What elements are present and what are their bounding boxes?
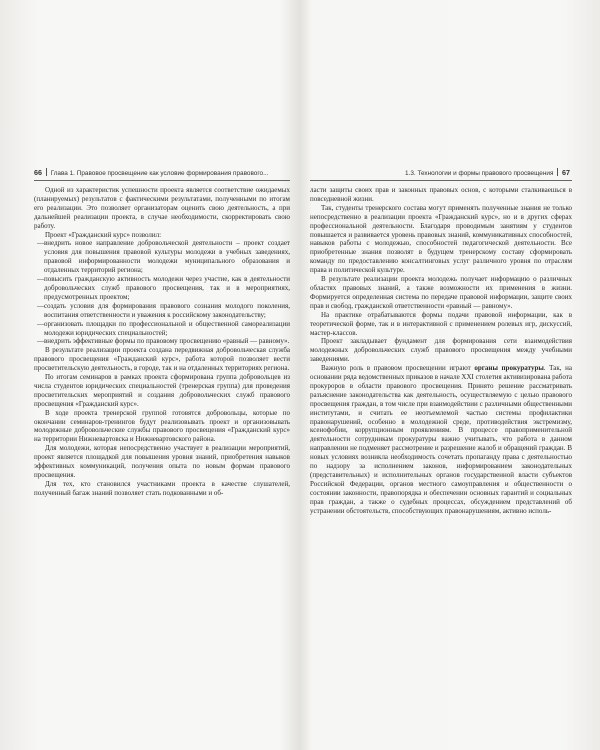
- left-page-number: 66: [34, 168, 42, 177]
- right-running-head: 1.3. Технологии и формы правового просвещения: [405, 170, 554, 177]
- header-separator: [46, 168, 47, 176]
- paragraph: Для тех, кто становился участниками проекта в качестве слушателей, полученный багаж знаний позволяет стать подкованными и об-: [34, 479, 290, 497]
- paragraph-lead: Важную роль в правовом просвещении играют: [321, 364, 475, 373]
- list-item: —организовать площадки по профессиональной и общественной самореализации молодежи юридических специальностей;: [37, 319, 290, 337]
- paragraph-body: . Так, на основании ряда ведомственных приказов в начале XXI столетия активизирована работа прокуроров в области правового просвещения. Принято решение рассматривать разъяснение законодательства как деятельность, осуществляемую с целью правового просвещения граждан, в том числе при взаимодействии с различными общественными институтами, и считать ее неотъемлемой частью системы профилактики правонарушений, особенно в молодежной среде, противодействия экстремизму, ксенофобии, коррупционным проявлениям. В процессе правоприменительной деятельности сотрудникам прокуратуры важно учитывать, что работа в данном направлении не подменяет рассмотрение и разрешение жалоб и обращений граждан. В новых условиях возникла необходимость сочетать пропаганду права с деятельностью по надзору за исполнением законов, информированием законодательных (представительных) и исполнительных органов государственной власти субъектов Российской Федерации, органов местного самоуправления и общественности о состоянии законности, правопорядка и обеспечении основных гарантий и социальных прав граждан, а также о судебных процессах, обсуждением представлений об устранении обстоятельств, способствующих правонарушениям, активно исполь-: [310, 364, 573, 515]
- left-body-text: [34, 186, 290, 498]
- list-item: —создать условия для формирования правового сознания молодого поколения, воспитания ответственности и уважения к российскому законодательству;: [37, 301, 290, 319]
- right-page-number: 67: [562, 168, 570, 177]
- right-page: [300, 0, 600, 750]
- right-header-rule: [310, 180, 572, 181]
- left-header-rule: [34, 180, 290, 181]
- paragraph: В ходе проекта тренерской группой готовятся добровольцы, которые по окончании семинаров-тренингов будут реализовывать проект и организовывать молодежные добровольческие службы правового просвещения «Гражданский курс» на территории Нижневартовска и Нижневартовского района.: [34, 408, 290, 444]
- bold-term: органы прокуратуры: [474, 364, 544, 373]
- paragraph: На практике отрабатываются формы подачи правовой информации, как в теоретической форме, так и в интерактивной с применением ролевых игр, дискуссий, мастер-классов.: [310, 310, 572, 337]
- paragraph: Для молодежи, которая непосредственно участвует в реализации мероприятий, проект является площадкой для повышения уровня знаний, приобретения навыков эффективных коммуникаций, получения опыта по новым формам правового просвещения.: [34, 444, 290, 479]
- left-running-head: Глава 1. Правовое просвещение как условие формирования правового...: [50, 170, 269, 177]
- paragraph: Проект закладывает фундамент для формирования сети взаимодействия молодежных добровольческих служб правового просвещения между учебными заведениями.: [310, 337, 572, 364]
- left-running-header: [34, 168, 268, 177]
- paragraph: Проект «Гражданский курс» позволил:: [45, 230, 162, 239]
- paragraph: В результате реализации проекта молодежь получает информацию о различных областях правовых знаний, а также возможности их применения в жизни. Формируется определенная система по передаче правовой информации, защите своих прав и свобод, гражданской ответственности «равный — равному».: [310, 275, 572, 310]
- paragraph: [310, 364, 572, 515]
- paragraph: Одной из характеристик успешности проекта является соответствие ожидаемых (планируемых) результатов с фактическими результатами, полученными по итогам его реализации. Это позволяет организаторам оценить свою деятельность, а при дальнейшей реализации проекта, в случае необходимости, скорректировать свою работу.: [34, 186, 290, 230]
- list-item: —повысить гражданскую активность молодежи через участие, как в деятельности добровольческих служб правового просвещения, так и в мероприятиях, предусмотренных проектом;: [37, 275, 290, 301]
- paragraph: В результате реализации проекта создана передвижная добровольческая служба правового просвещения «Гражданский курс», работа которой позволяет вести просветительскую деятельность, в городе, так и на отдаленных территориях региона.: [34, 346, 290, 373]
- right-running-header: [405, 168, 570, 177]
- paragraph: Так, студенты тренерского состава могут применять полученные знания не только непосредственно в реализации проекта «Гражданский курс», но и в других сферах профессиональной деятельности. Благодаря проводимым занятиям у студентов повышается и развивается уровень правовых знаний, коммуникативных способностей, навыков работы с молодежью, способностей педагогической деятельности. Все приобретенные знания позволят в будущем тренерскому составу сформировать команду по предоставлению консалтинговых услуг различного уровня по отраслям права и политической культуре.: [310, 203, 572, 275]
- list-item: —внедрить эффективные формы по правовому просвещению «равный — равному».: [37, 337, 290, 346]
- paragraph: ласти защиты своих прав и законных правовых основ, с которыми сталкиваешься в повседневной жизни.: [310, 186, 572, 203]
- right-body-text: [310, 186, 572, 516]
- list-item: —внедрить новое направление добровольческой деятельности – проект создает условия для повышения правовой культуры молодежи в учебных заведениях, правовой информированности молодежи муниципального образования и отдаленных территорий региона;: [37, 239, 290, 275]
- header-separator: [557, 168, 558, 176]
- paragraph: По итогам семинаров в рамках проекта сформирована группа добровольцев из числа студентов юридических специальностей (тренерская группа) для проведения просветительских мероприятий и создания добровольческих служб правового просвещения «Гражданский курс».: [34, 373, 290, 408]
